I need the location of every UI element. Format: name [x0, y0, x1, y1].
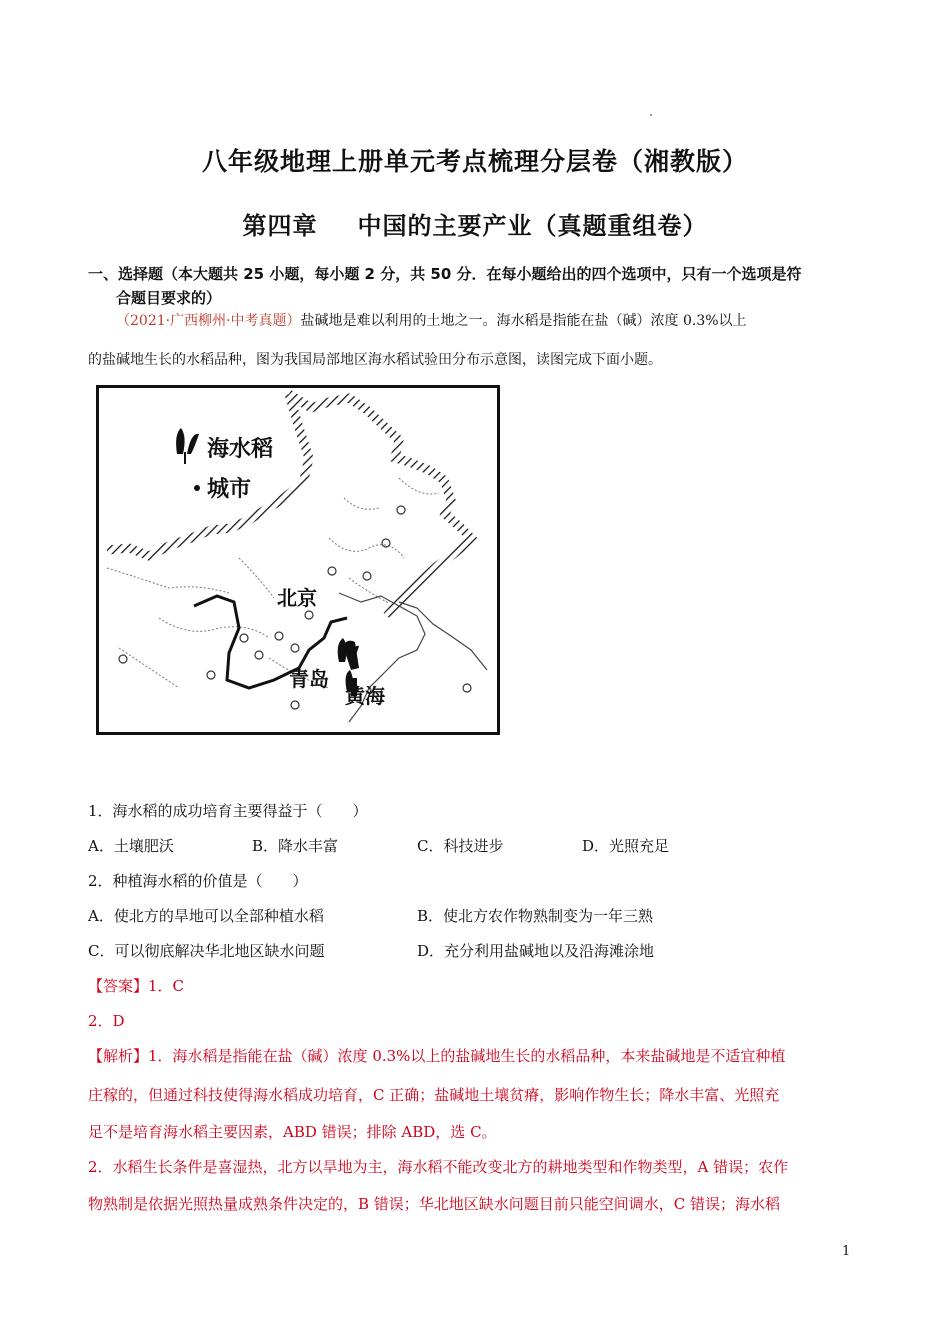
city-legend-icon — [194, 485, 200, 491]
chapter-name: 中国的主要产业（真题重组卷） — [357, 212, 708, 240]
answer-line-2: 2．D — [88, 1012, 125, 1030]
map-figure — [96, 385, 500, 735]
document-title: 八年级地理上册单元考点梳理分层卷（湘教版） — [201, 147, 748, 176]
analysis-line-5: 物熟制是依据光照热量成熟条件决定的，B 错误；华北地区缺水问题目前只能空间调水，C 错误；海水稻 — [88, 1195, 781, 1213]
question-1-option-a: A．土壤肥沃 — [88, 837, 174, 855]
analysis-line-3: 足不是培育海水稻主要因素，ABD 错误；排除 ABD，选 C。 — [88, 1123, 497, 1141]
question-source: （2021·广西柳州·中考真题） — [116, 313, 301, 329]
legend-rice-label: 海水稻 — [207, 437, 274, 462]
analysis-line-2: 庄稼的，但通过科技使得海水稻成功培育，C 正确；盐碱地土壤贫瘠，影响作物生长；降水丰富、光照充 — [88, 1086, 780, 1104]
intro-line1 — [116, 310, 747, 330]
chapter-number: 第四章 — [242, 212, 318, 240]
question-2-option-d: D．充分利用盐碱地以及沿海滩涂地 — [417, 942, 655, 960]
intro-line2: 的盐碱地生长的水稻品种，图为我国局部地区海水稻试验田分布示意图，读图完成下面小题。 — [88, 352, 662, 368]
question-1-option-d: D．光照充足 — [582, 837, 670, 855]
label-qingdao: 青岛 — [289, 667, 329, 691]
scan-dot — [650, 114, 652, 116]
map-rice-icon — [338, 638, 359, 670]
answer-line-1: 【答案】1．C — [88, 977, 185, 995]
question-1-stem: 1．海水稻的成功培育主要得益于（ ） — [88, 802, 368, 820]
question-1-option-c: C．科技进步 — [417, 837, 504, 855]
page-number: 1 — [842, 1244, 851, 1259]
legend-city-label: 城市 — [207, 477, 252, 502]
intro-text1: 盐碱地是难以利用的土地之一。海水稻是指能在盐（碱）浓度 0.3%以上 — [300, 313, 747, 329]
label-yellow-sea: 黄海 — [345, 684, 385, 708]
question-2-option-b: B．使北方农作物熟制变为一年三熟 — [417, 907, 654, 925]
section-heading — [88, 262, 878, 310]
question-2-option-c: C．可以彻底解决华北地区缺水问题 — [88, 942, 325, 960]
section-heading-line2: 合题目要求的） — [116, 289, 222, 307]
question-2-option-a: A．使北方的旱地可以全部种植水稻 — [88, 907, 324, 925]
label-beijing: 北京 — [277, 586, 317, 610]
question-2-stem: 2．种植海水稻的价值是（ ） — [88, 872, 308, 890]
chapter-title — [0, 206, 950, 241]
question-1-option-b: B．降水丰富 — [252, 837, 339, 855]
section-heading-line1: 一、选择题（本大题共 25 小题，每小题 2 分，共 50 分．在每小题给出的四个选项中，只有一个选项是符 — [88, 265, 802, 283]
analysis-line-4: 2．水稻生长条件是喜湿热，北方以旱地为主，海水稻不能改变北方的耕地类型和作物类型，A 错误；农作 — [88, 1158, 789, 1176]
rice-icon — [176, 428, 199, 464]
analysis-line-1: 【解析】1．海水稻是指能在盐（碱）浓度 0.3%以上的盐碱地生长的水稻品种，本来盐碱地是不适宜种植 — [88, 1047, 786, 1065]
